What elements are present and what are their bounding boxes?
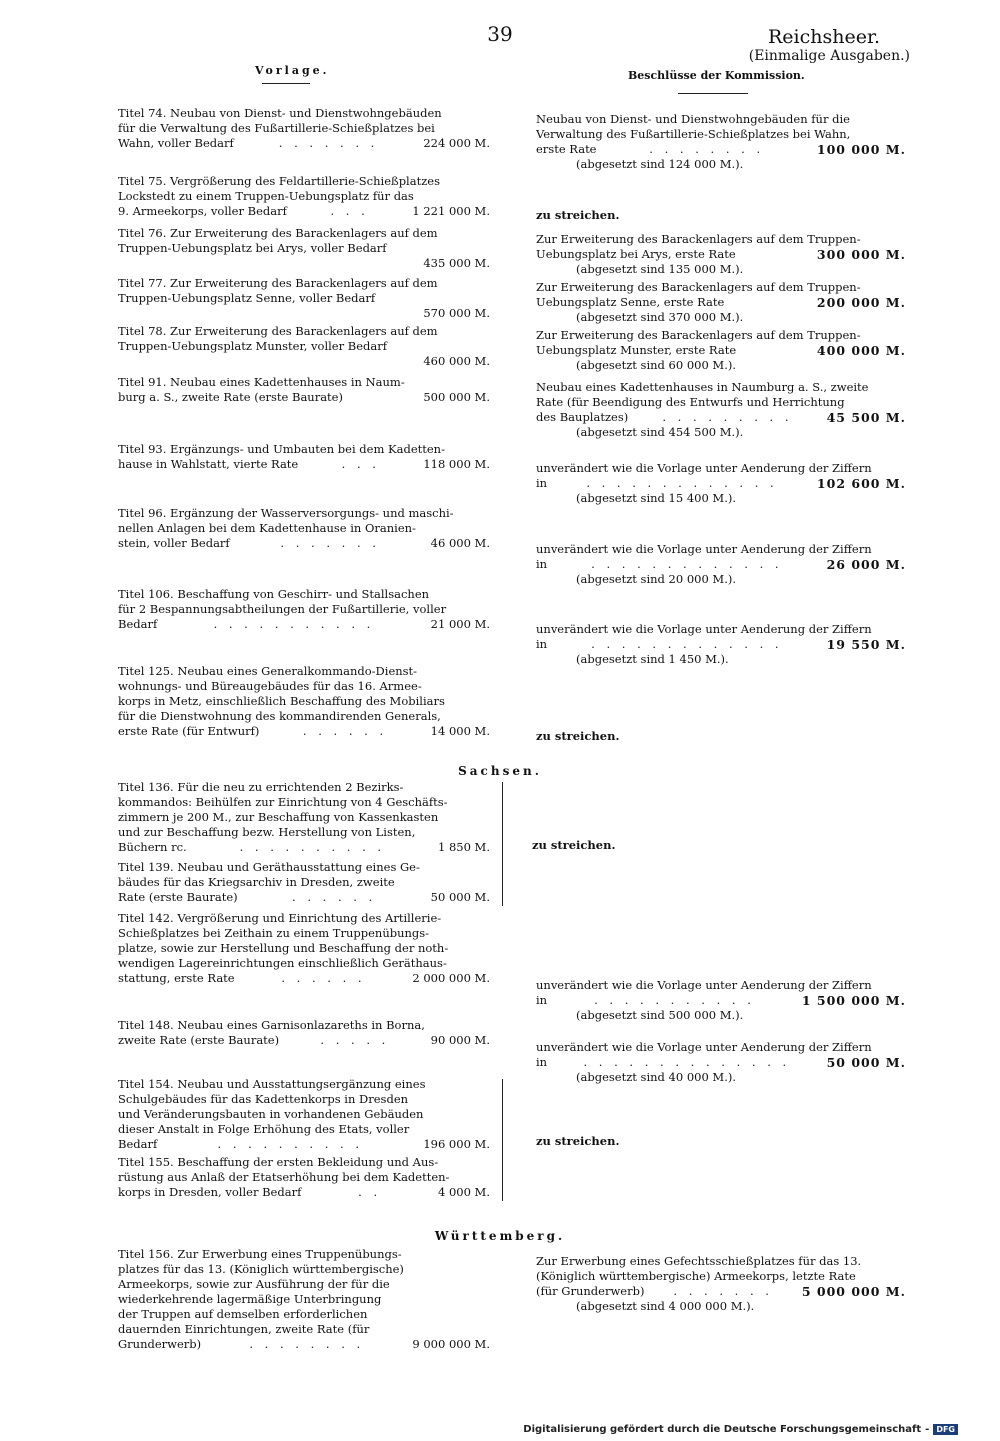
decision-amount: 200 000 M. xyxy=(816,295,906,310)
entry-amount: 118 000 M. xyxy=(423,457,490,471)
entry-amount: 90 000 M. xyxy=(430,1033,490,1047)
decision-titel-91: Neubau eines Kadettenhauses in Naumburg a. S., zweite Rate (für Beendigung des Entwurfs und Herrichtung des Bauplatzes) . . . . . . . . . 45 500 M. (abgesetzt sind 454 500 M.). xyxy=(536,380,906,439)
entry-line: kommandos: Beihülfen zur Einrichtung von 4 Geschäfts- xyxy=(118,795,448,809)
decision-note: (abgesetzt sind 124 000 M.). xyxy=(576,157,744,171)
decision-line: in xyxy=(536,993,548,1007)
entry-line: Titel 96. Ergänzung der Wasserversorgungs- und maschi- xyxy=(118,506,454,520)
entry-line: Titel 148. Neubau eines Garnisonlazareths in Borna, xyxy=(118,1018,425,1032)
decision-titel-77 xyxy=(536,280,906,325)
decision-titel-106: unverändert wie die Vorlage unter Aenderung der Ziffern in . . . . . . . . . . . . . 19 550 M. (abgesetzt sind 1 450 M.). xyxy=(536,622,906,666)
entry-line: burg a. S., zweite Rate (erste Baurate) xyxy=(118,390,343,404)
entry-titel-155: Titel 155. Beschaffung der ersten Bekleidung und Aus- rüstung aus Anlaß der Etatserhöhung bei dem Kadetten- korps in Dresden, voller Bedarf . . 4 000 M. xyxy=(118,1155,490,1199)
entry-amount: 1 850 M. xyxy=(437,840,490,854)
entry-line: und zur Beschaffung bezw. Herstellung von Listen, xyxy=(118,825,416,839)
entry-line: Titel 139. Neubau und Geräthausstattung eines Ge- xyxy=(118,860,420,874)
entry-titel-91 xyxy=(118,375,490,405)
entry-line: Schießplatzes bei Zeithain zu einem Truppenübungs- xyxy=(118,926,430,940)
entry-titel-93: Titel 93. Ergänzungs- und Umbauten bei dem Kadetten- hause in Wahlstatt, vierte Rate . . . 118 000 M. xyxy=(118,442,490,471)
decision-line: in xyxy=(536,637,548,651)
decision-line: unverändert wie die Vorlage unter Aenderung der Ziffern xyxy=(536,461,872,475)
decision-amount: 102 600 M. xyxy=(816,476,906,491)
entry-line: der Truppen auf demselben erforderlichen xyxy=(118,1307,368,1321)
decision-amount: 5 000 000 M. xyxy=(801,1284,906,1299)
strike-titel-154-155: zu streichen. xyxy=(536,1134,620,1148)
strike-titel-125: zu streichen. xyxy=(536,729,620,743)
decision-note: (abgesetzt sind 60 000 M.). xyxy=(576,358,737,372)
decision-amount: 300 000 M. xyxy=(816,247,906,262)
entry-line: wendigen Lagereinrichtungen einschließlich Geräthaus- xyxy=(118,956,447,970)
entry-line: und Veränderungsbauten in vorhandenen Gebäuden xyxy=(118,1107,424,1121)
dfg-logo: DFG xyxy=(933,1424,958,1435)
entry-line: Titel 78. Zur Erweiterung des Barackenlagers auf dem xyxy=(118,324,438,338)
running-title: Reichsheer. xyxy=(767,26,880,48)
entry-line: Titel 74. Neubau von Dienst- und Dienstwohngebäuden xyxy=(118,106,442,120)
entry-line: dauernden Einrichtungen, zweite Rate (für xyxy=(118,1322,370,1336)
decision-note: (abgesetzt sind 500 000 M.). xyxy=(576,1008,744,1022)
decision-line: Zur Erweiterung des Barackenlagers auf dem Truppen- xyxy=(536,280,861,294)
entry-titel-96: Titel 96. Ergänzung der Wasserversorgungs- und maschi- nellen Anlagen bei dem Kadettenhause in Oranien- stein, voller Bedarf . . . . . . . 46 000 M. xyxy=(118,506,490,550)
decision-note: (abgesetzt sind 135 000 M.). xyxy=(576,262,744,276)
entry-line: Truppen-Uebungsplatz bei Arys, voller Bedarf xyxy=(118,241,387,255)
entry-line: korps in Dresden, voller Bedarf xyxy=(118,1185,302,1199)
entry-titel-76 xyxy=(118,226,490,271)
entry-amount: 196 000 M. xyxy=(423,1137,490,1151)
entry-line: Lockstedt zu einem Truppen-Uebungsplatz für das xyxy=(118,189,414,203)
entry-amount: 4 000 M. xyxy=(437,1185,490,1199)
entry-line: Truppen-Uebungsplatz Munster, voller Bedarf xyxy=(118,339,387,353)
strike-titel-75: zu streichen. xyxy=(536,208,620,222)
decision-note: (abgesetzt sind 370 000 M.). xyxy=(576,310,744,324)
entry-line: Titel 142. Vergrößerung und Einrichtung des Artillerie- xyxy=(118,911,442,925)
entry-titel-156: Titel 156. Zur Erwerbung eines Truppenübungs- platzes für das 13. (Königlich württembergische) Armeekorps, sowie zur Ausführung der für die wiederkehrende lagermäßige Unterbringung der Truppen auf demselben erforderlichen dauernden Einrichtungen, zweite Rate (für Grunderwerb) . . . . . . . . 9 000 000 M. xyxy=(118,1247,490,1351)
decision-titel-93: unverändert wie die Vorlage unter Aenderung der Ziffern in . . . . . . . . . . . . . 102 600 M. (abgesetzt sind 15 400 M.). xyxy=(536,461,906,505)
entry-line: stattung, erste Rate xyxy=(118,971,235,985)
entry-titel-142: Titel 142. Vergrößerung und Einrichtung des Artillerie- Schießplatzes bei Zeithain zu einem Truppenübungs- platze, sowie zur Herstellung und Beschaffung der noth- wendigen Lagereinrichtungen einschließlich Geräthaus- stattung, erste Rate . . . . . . 2 000 000 M. xyxy=(118,911,490,985)
entry-titel-75: Titel 75. Vergrößerung des Feldartillerie-Schießplatzes Lockstedt zu einem Truppen-Uebungsplatz für das 9. Armeekorps, voller Bedarf . . . 1 221 000 M. xyxy=(118,174,490,218)
entry-line: erste Rate (für Entwurf) xyxy=(118,724,260,738)
entry-amount: 2 000 000 M. xyxy=(412,971,490,985)
entry-line: Truppen-Uebungsplatz Senne, voller Bedarf xyxy=(118,291,376,305)
entry-line: Titel 77. Zur Erweiterung des Barackenlagers auf dem xyxy=(118,276,438,290)
decision-line: erste Rate xyxy=(536,142,597,156)
entry-titel-74: Titel 74. Neubau von Dienst- und Dienstwohngebäuden für die Verwaltung des Fußartillerie-Schießplatzes bei Wahn, voller Bedarf . . . . . . . 224 000 M. xyxy=(118,106,490,150)
entry-amount: 460 000 M. xyxy=(423,354,490,368)
entry-amount: 224 000 M. xyxy=(423,136,490,150)
decision-note: (abgesetzt sind 40 000 M.). xyxy=(576,1070,737,1084)
entry-line: Titel 154. Neubau und Ausstattungsergänzung eines xyxy=(118,1077,426,1091)
entry-line: Titel 106. Beschaffung von Geschirr- und Stallsachen xyxy=(118,587,430,601)
strike-sachsen-136-139: zu streichen. xyxy=(532,838,616,852)
entry-line: Büchern rc. xyxy=(118,840,187,854)
decision-line: unverändert wie die Vorlage unter Aenderung der Ziffern xyxy=(536,622,872,636)
decision-titel-96: unverändert wie die Vorlage unter Aenderung der Ziffern in . . . . . . . . . . . . . 26 000 M. (abgesetzt sind 20 000 M.). xyxy=(536,542,906,586)
entry-line: 9. Armeekorps, voller Bedarf xyxy=(118,204,287,218)
decision-line: Zur Erwerbung eines Gefechtsschießplatzes für das 13. xyxy=(536,1254,862,1268)
brace-sachsen xyxy=(496,782,503,906)
decision-line: unverändert wie die Vorlage unter Aenderung der Ziffern xyxy=(536,542,872,556)
page-number: 39 xyxy=(487,22,513,46)
decision-line: in xyxy=(536,557,548,571)
entry-titel-139: Titel 139. Neubau und Geräthausstattung eines Ge- bäudes für das Kriegsarchiv in Dresden, zweite Rate (erste Baurate) . . . . . . 50 000 M. xyxy=(118,860,490,904)
entry-line: korps in Metz, einschließlich Beschaffung des Mobiliars xyxy=(118,694,445,708)
decision-line: des Bauplatzes) xyxy=(536,410,629,424)
decision-amount: 100 000 M. xyxy=(816,142,906,157)
rule-right xyxy=(678,93,748,94)
entry-amount: 570 000 M. xyxy=(423,306,490,320)
decision-amount: 50 000 M. xyxy=(826,1055,906,1070)
entry-amount: 9 000 000 M. xyxy=(412,1337,490,1351)
entry-line: Bedarf xyxy=(118,1137,158,1151)
decision-line: unverändert wie die Vorlage unter Aenderung der Ziffern xyxy=(536,1040,872,1054)
entry-line: Titel 156. Zur Erwerbung eines Truppenübungs- xyxy=(118,1247,402,1261)
decision-line: Zur Erweiterung des Barackenlagers auf dem Truppen- xyxy=(536,232,861,246)
entry-line: nellen Anlagen bei dem Kadettenhause in Oranien- xyxy=(118,521,416,535)
decision-note: (abgesetzt sind 20 000 M.). xyxy=(576,572,737,586)
entry-line: für 2 Bespannungsabtheilungen der Fußartillerie, voller xyxy=(118,602,447,616)
decision-line: Rate (für Beendigung des Entwurfs und Herrichtung xyxy=(536,395,845,409)
decision-titel-76 xyxy=(536,232,906,277)
decision-amount: 26 000 M. xyxy=(826,557,906,572)
entry-titel-77 xyxy=(118,276,490,321)
column-heading-beschluesse: Beschlüsse der Kommission. xyxy=(628,69,805,82)
decision-note: (abgesetzt sind 1 450 M.). xyxy=(576,652,729,666)
entry-line: Titel 93. Ergänzungs- und Umbauten bei dem Kadetten- xyxy=(118,442,445,456)
entry-line: Titel 136. Für die neu zu errichtenden 2 Bezirks- xyxy=(118,780,404,794)
entry-line: zweite Rate (erste Baurate) xyxy=(118,1033,280,1047)
entry-line: platze, sowie zur Herstellung und Beschaffung der noth- xyxy=(118,941,449,955)
decision-note: (abgesetzt sind 15 400 M.). xyxy=(576,491,737,505)
section-heading-sachsen: Sachsen. xyxy=(458,764,542,778)
entry-line: Rate (erste Baurate) xyxy=(118,890,238,904)
entry-amount: 500 000 M. xyxy=(423,390,490,404)
decision-line: Verwaltung des Fußartillerie-Schießplatzes bei Wahn, xyxy=(536,127,851,141)
column-heading-vorlage: Vorlage. xyxy=(255,64,330,77)
entry-line: Schulgebäudes für das Kadettenkorps in Dresden xyxy=(118,1092,409,1106)
decision-line: in xyxy=(536,476,548,490)
decision-amount: 19 550 M. xyxy=(826,637,906,652)
decision-titel-78 xyxy=(536,328,906,373)
entry-line: Titel 75. Vergrößerung des Feldartillerie-Schießplatzes xyxy=(118,174,440,188)
decision-line: (Königlich württembergische) Armeekorps, letzte Rate xyxy=(536,1269,856,1283)
running-subtitle: (Einmalige Ausgaben.) xyxy=(748,48,910,64)
entry-line: Titel 91. Neubau eines Kadettenhauses in Naum- xyxy=(118,375,405,389)
entry-line: wohnungs- und Büreaugebäudes für das 16. Armee- xyxy=(118,679,422,693)
decision-note: (abgesetzt sind 454 500 M.). xyxy=(576,425,744,439)
entry-titel-148: Titel 148. Neubau eines Garnisonlazareths in Borna, zweite Rate (erste Baurate) . . . . . 90 000 M. xyxy=(118,1018,490,1047)
section-heading-wuerttemberg: Württemberg. xyxy=(434,1229,566,1243)
decision-titel-74: Neubau von Dienst- und Dienstwohngebäuden für die Verwaltung des Fußartillerie-Schießplatzes bei Wahn, erste Rate . . . . . . . . 100 000 M. (abgesetzt sind 124 000 M.). xyxy=(536,112,906,171)
entry-titel-78 xyxy=(118,324,490,369)
decision-line: (für Grunderwerb) xyxy=(536,1284,645,1298)
decision-titel-142: unverändert wie die Vorlage unter Aenderung der Ziffern in . . . . . . . . . . . 1 500 000 M. (abgesetzt sind 500 000 M.). xyxy=(536,978,906,1022)
entry-line: hause in Wahlstatt, vierte Rate xyxy=(118,457,299,471)
decision-line: Uebungsplatz Senne, erste Rate xyxy=(536,295,725,309)
decision-line: Zur Erweiterung des Barackenlagers auf dem Truppen- xyxy=(536,328,861,342)
entry-line: platzes für das 13. (Königlich württembergische) xyxy=(118,1262,404,1276)
entry-amount: 21 000 M. xyxy=(430,617,490,631)
entry-line: Titel 125. Neubau eines Generalkommando-Dienst- xyxy=(118,664,418,678)
decision-line: unverändert wie die Vorlage unter Aenderung der Ziffern xyxy=(536,978,872,992)
entry-line: Titel 155. Beschaffung der ersten Bekleidung und Aus- xyxy=(118,1155,439,1169)
entry-line: wiederkehrende lagermäßige Unterbringung xyxy=(118,1292,382,1306)
rule-left xyxy=(262,83,310,84)
entry-line: Grunderwerb) xyxy=(118,1337,202,1351)
entry-line: bäudes für das Kriegsarchiv in Dresden, zweite xyxy=(118,875,395,889)
entry-titel-106: Titel 106. Beschaffung von Geschirr- und Stallsachen für 2 Bespannungsabtheilungen der Fußartillerie, voller Bedarf . . . . . . . . . . . 21 000 M. xyxy=(118,587,490,631)
entry-amount: 50 000 M. xyxy=(430,890,490,904)
decision-amount: 1 500 000 M. xyxy=(801,993,906,1008)
entry-line: stein, voller Bedarf xyxy=(118,536,230,550)
decision-line: Uebungsplatz Munster, erste Rate xyxy=(536,343,737,357)
entry-titel-125: Titel 125. Neubau eines Generalkommando-Dienst- wohnungs- und Büreaugebäudes für das 16. Armee- korps in Metz, einschließlich Beschaffung des Mobiliars für die Dienstwohnung des kommandirenden Generals, erste Rate (für Entwurf) . . . . . . 14 000 M. xyxy=(118,664,490,738)
decision-line: Neubau von Dienst- und Dienstwohngebäuden für die xyxy=(536,112,850,126)
entry-amount: 435 000 M. xyxy=(423,256,490,270)
entry-line: für die Verwaltung des Fußartillerie-Schießplatzes bei xyxy=(118,121,435,135)
decision-amount: 45 500 M. xyxy=(826,410,906,425)
entry-amount: 1 221 000 M. xyxy=(412,204,490,218)
decision-line: Neubau eines Kadettenhauses in Naumburg a. S., zweite xyxy=(536,380,869,394)
entry-amount: 46 000 M. xyxy=(430,536,490,550)
decision-line: Uebungsplatz bei Arys, erste Rate xyxy=(536,247,736,261)
footer-text: Digitalisierung gefördert durch die Deutsche Forschungsgemeinschaft xyxy=(523,1424,922,1435)
entry-titel-136: Titel 136. Für die neu zu errichtenden 2 Bezirks- kommandos: Beihülfen zur Einrichtung von 4 Geschäfts- zimmern je 200 M., zur Beschaffung von Kassenkasten und zur Beschaffung bezw. Herstellung von Listen, Büchern rc. . . . . . . . . . . 1 850 M. xyxy=(118,780,490,854)
entry-titel-154: Titel 154. Neubau und Ausstattungsergänzung eines Schulgebäudes für das Kadettenkorps in Dresden und Veränderungsbauten in vorhandenen Gebäuden dieser Anstalt in Folge Erhöhung des Etats, voller Bedarf . . . . . . . . . . 196 000 M. xyxy=(118,1077,490,1151)
entry-line: Bedarf xyxy=(118,617,158,631)
digitization-footer: Digitalisierung gefördert durch die Deutsche Forschungsgemeinschaft - DFG xyxy=(523,1424,958,1435)
entry-line: Wahn, voller Bedarf xyxy=(118,136,234,150)
entry-line: Armeekorps, sowie zur Ausführung der für die xyxy=(118,1277,390,1291)
decision-note: (abgesetzt sind 4 000 000 M.). xyxy=(576,1299,755,1313)
decision-titel-148: unverändert wie die Vorlage unter Aenderung der Ziffern in . . . . . . . . . . . . . . 50 000 M. (abgesetzt sind 40 000 M.). xyxy=(536,1040,906,1084)
entry-line: dieser Anstalt in Folge Erhöhung des Etats, voller xyxy=(118,1122,410,1136)
decision-line: in xyxy=(536,1055,548,1069)
decision-amount: 400 000 M. xyxy=(816,343,906,358)
entry-line: für die Dienstwohnung des kommandirenden Generals, xyxy=(118,709,441,723)
entry-line: Titel 76. Zur Erweiterung des Barackenlagers auf dem xyxy=(118,226,438,240)
entry-line: zimmern je 200 M., zur Beschaffung von Kassenkasten xyxy=(118,810,439,824)
entry-amount: 14 000 M. xyxy=(430,724,490,738)
brace-kadettenkorps xyxy=(496,1079,503,1201)
decision-titel-156: Zur Erwerbung eines Gefechtsschießplatzes für das 13. (Königlich württembergische) Armeekorps, letzte Rate (für Grunderwerb) . . . . . . . 5 000 000 M. (abgesetzt sind 4 000 000 M.). xyxy=(536,1254,906,1313)
entry-line: rüstung aus Anlaß der Etatserhöhung bei dem Kadetten- xyxy=(118,1170,450,1184)
